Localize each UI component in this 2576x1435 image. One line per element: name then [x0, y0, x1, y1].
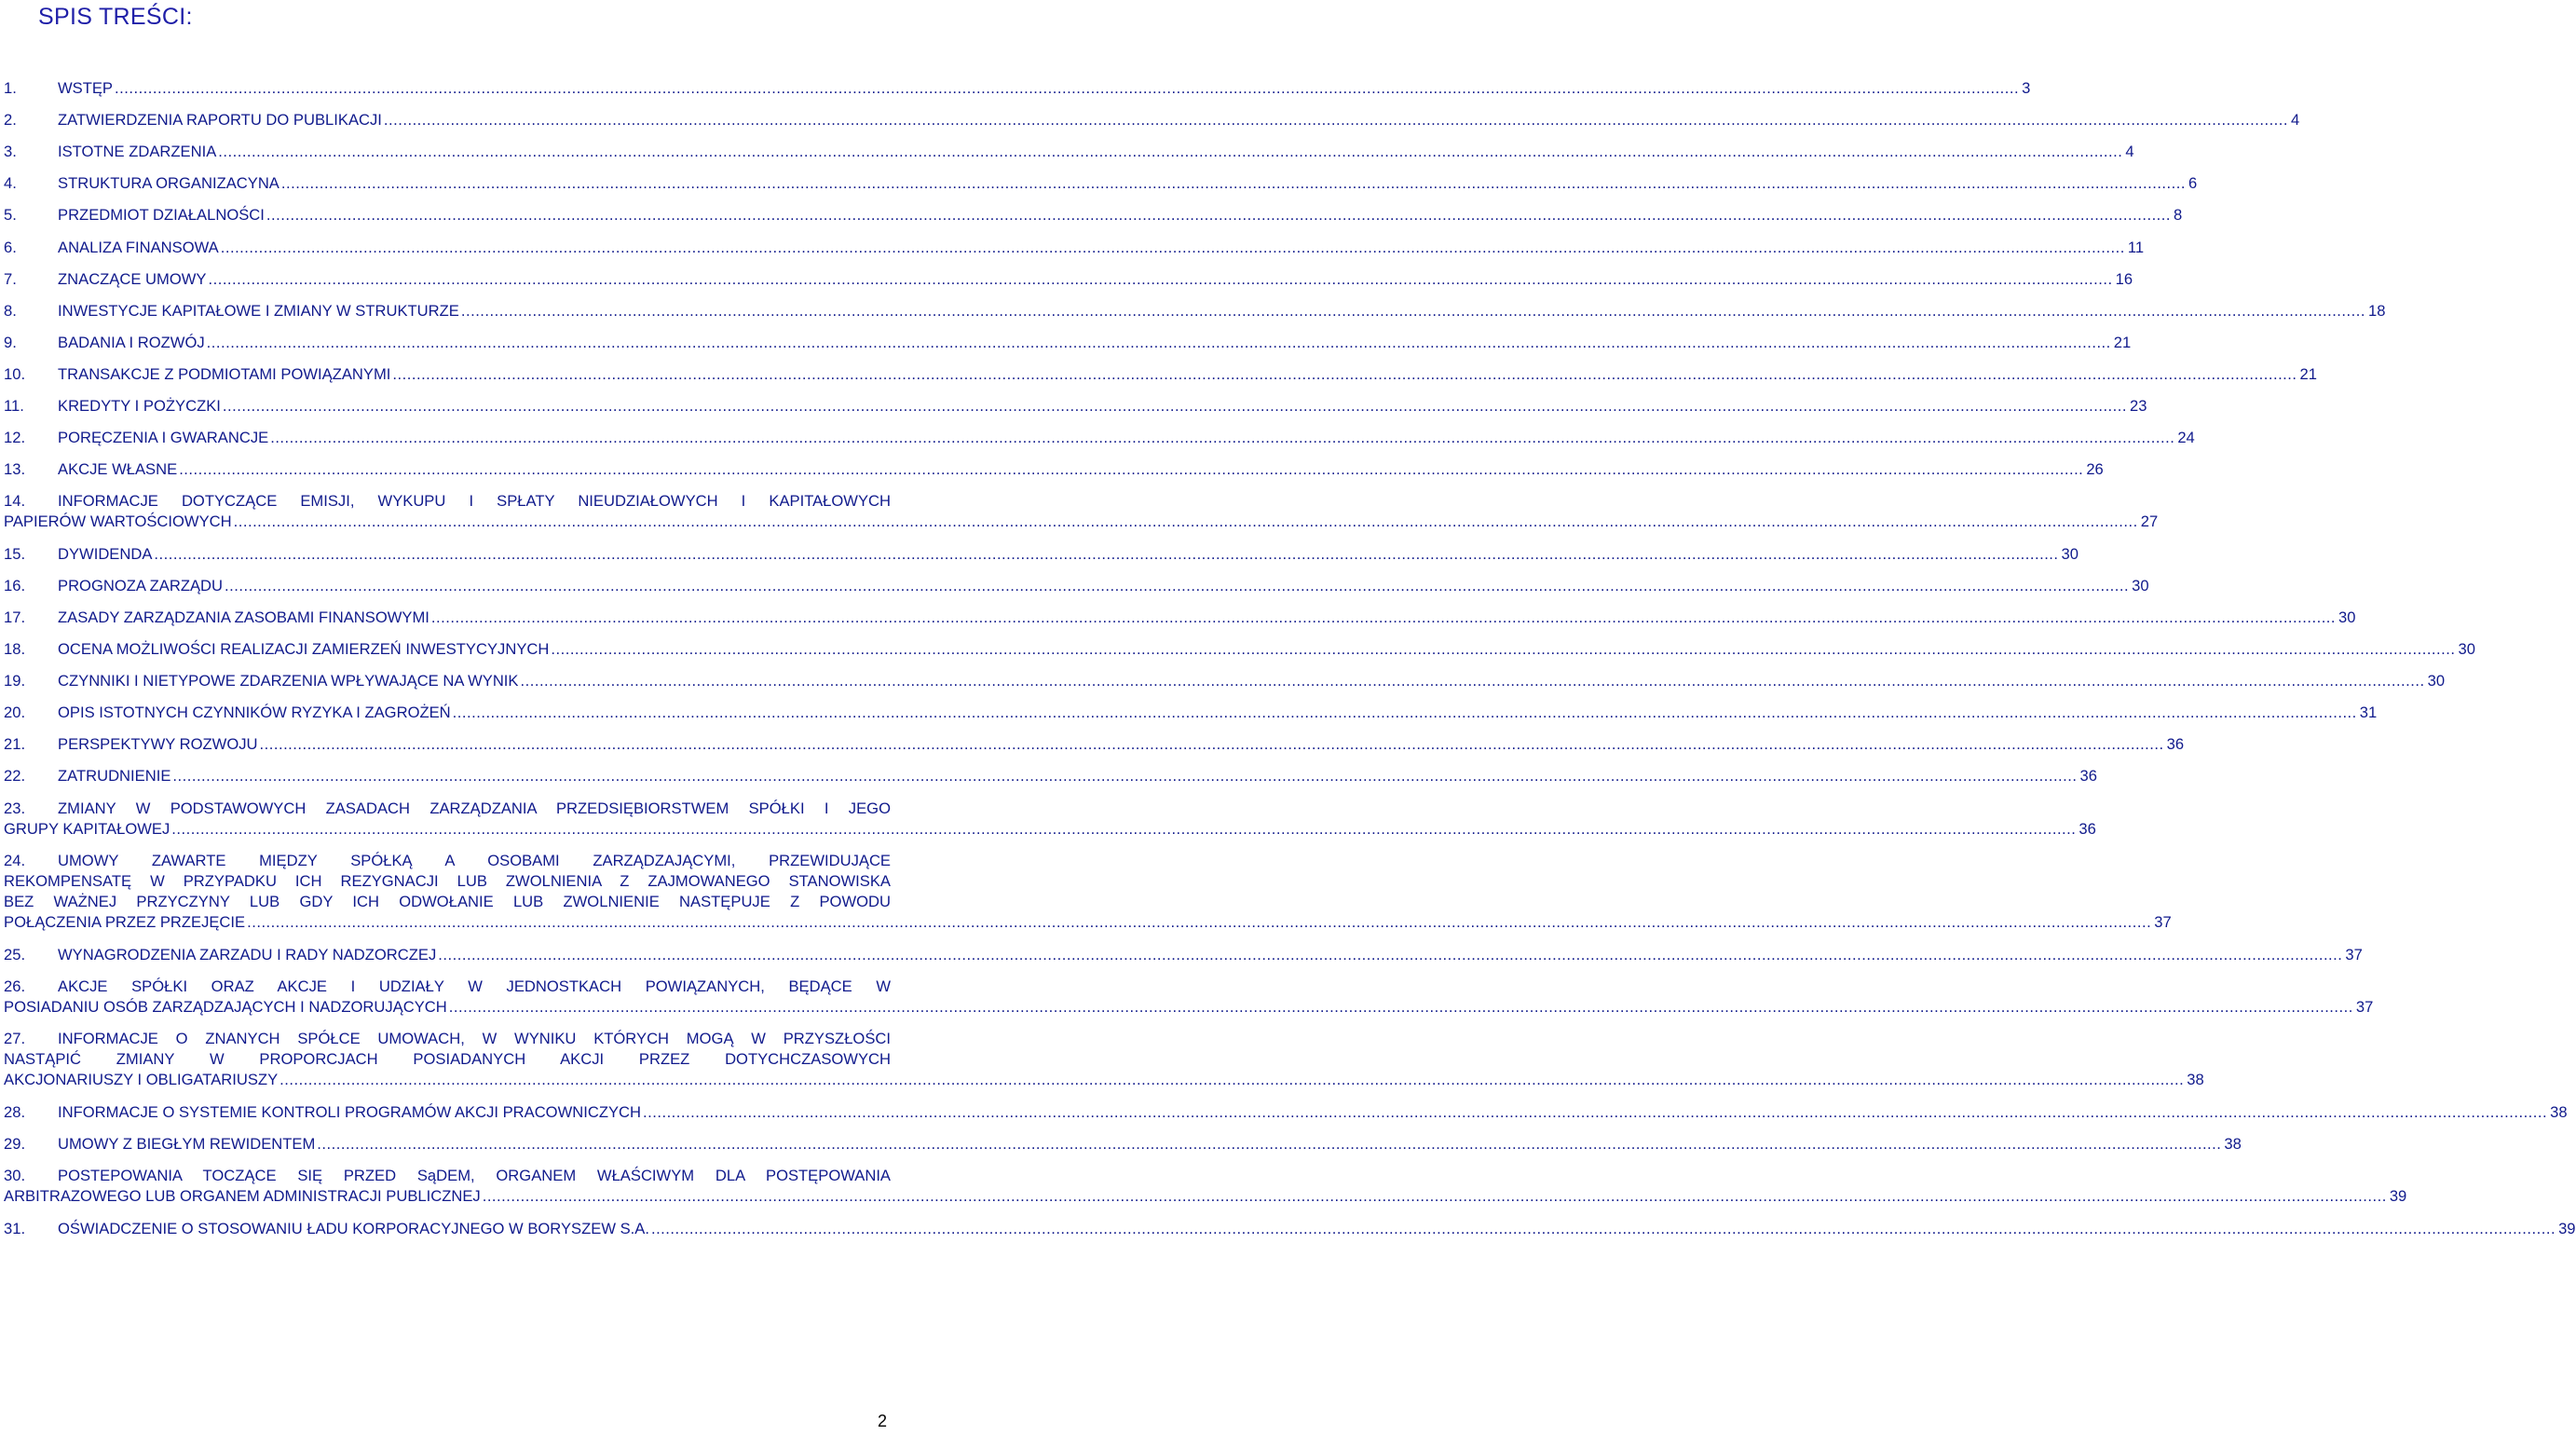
- toc-entry-page: 37: [2355, 998, 2374, 1016]
- toc-entry-number: 13.: [4, 460, 26, 479]
- toc-entry-number: 28.: [4, 1103, 26, 1122]
- toc-entry[interactable]: [4, 734, 2185, 755]
- toc-entry-title: ARBITRAZOWEGO LUB ORGANEM ADMINISTRACJI PUBLICZNEJ: [4, 1187, 481, 1206]
- toc-entry-page: 6: [2188, 174, 2198, 193]
- toc-entry-page: 30: [2427, 672, 2446, 690]
- dot-leader: ................................................................................................................................................................................................................................................................................................................................................................................................................: [247, 912, 2152, 931]
- dot-leader: ................................................................................................................................................................................................................................................................................................................................................................................................................: [551, 640, 2456, 658]
- toc-entry[interactable]: [4, 301, 2386, 321]
- dot-leader: ................................................................................................................................................................................................................................................................................................................................................................................................................: [482, 1187, 2387, 1206]
- dot-leader: ................................................................................................................................................................................................................................................................................................................................................................................................................: [115, 79, 2020, 97]
- toc-entry[interactable]: [4, 703, 2378, 723]
- toc-entry-title-line: BEZ WAŻNEJ PRZYCZYNY LUB GDY ICH ODWOŁANIE LUB ZWOLNIENIE NASTĘPUJE Z POWODU: [4, 892, 891, 910]
- toc-entry-title: DYWIDENDA: [58, 544, 153, 563]
- toc-entry-title-line: AKCJE SPÓŁKI ORAZ AKCJE I UDZIAŁY W JEDNOSTKACH POWIĄZANYCH, BĘDĄCE W: [58, 977, 891, 995]
- toc-entry-number: 10.: [4, 364, 26, 383]
- toc-entry-page: 21: [2113, 333, 2132, 351]
- toc-entry-number: 11.: [4, 397, 24, 415]
- toc-entry-title-line: ZMIANY W PODSTAWOWYCH ZASADACH ZARZĄDZANIA PRZEDSIĘBIORSTWEM SPÓŁKI I JEGO: [58, 799, 891, 817]
- toc-entry[interactable]: [4, 544, 2079, 565]
- toc-entry[interactable]: [4, 396, 2147, 417]
- dot-leader: ................................................................................................................................................................................................................................................................................................................................................................................................................: [448, 998, 2353, 1016]
- toc-entry-page: 26: [2086, 460, 2104, 479]
- dot-leader: ................................................................................................................................................................................................................................................................................................................................................................................................................: [208, 269, 2113, 288]
- dot-leader: ................................................................................................................................................................................................................................................................................................................................................................................................................: [643, 1103, 2548, 1122]
- toc-entry-title: PORĘCZENIA I GWARANCJE: [58, 429, 269, 447]
- dot-leader: ................................................................................................................................................................................................................................................................................................................................................................................................................: [154, 544, 2059, 563]
- toc-entry-page: 38: [2187, 1071, 2204, 1089]
- toc-entry-page: 38: [2550, 1103, 2568, 1122]
- page-number: 2: [877, 1412, 887, 1430]
- toc-entry-number: 1.: [4, 79, 17, 97]
- toc-entry-title: CZYNNIKI I NIETYPOWE ZDARZENIA WPŁYWAJĄCE NA WYNIK: [58, 672, 519, 690]
- toc-entry-page: 37: [2345, 945, 2363, 964]
- dot-leader: ................................................................................................................................................................................................................................................................................................................................................................................................................: [179, 460, 2084, 479]
- toc-entry[interactable]: [4, 945, 2363, 965]
- toc-entry-number: 12.: [4, 429, 26, 447]
- toc-entry-title-line: UMOWY ZAWARTE MIĘDZY SPÓŁKĄ A OSOBAMI ZARZĄDZAJĄCYMI, PRZEWIDUJĄCE: [58, 851, 891, 869]
- toc-entry[interactable]: [4, 459, 2104, 480]
- toc-entry[interactable]: [4, 364, 2317, 385]
- toc-entry-page: 30: [2458, 640, 2475, 658]
- dot-leader: ................................................................................................................................................................................................................................................................................................................................................................................................................: [233, 512, 2138, 531]
- toc-entry[interactable]: [4, 173, 2198, 194]
- toc-entry-number: 20.: [4, 704, 26, 722]
- toc-entry-title: POŁĄCZENIA PRZEZ PRZEJĘCIE: [4, 912, 246, 931]
- toc-entry-title: PERSPEKTYWY ROZWOJU: [58, 735, 258, 754]
- toc-entry[interactable]: [4, 851, 2172, 933]
- toc-entry-number: 4.: [4, 174, 17, 193]
- dot-leader: ................................................................................................................................................................................................................................................................................................................................................................................................................: [430, 608, 2337, 626]
- dot-leader: ................................................................................................................................................................................................................................................................................................................................................................................................................: [171, 819, 2077, 838]
- toc-entry-number: 14.: [4, 492, 26, 511]
- toc-entry-title: KREDYTY I POŻYCZKI: [58, 397, 221, 415]
- toc-entry-number: 3.: [4, 143, 17, 161]
- toc-entry-page: 39: [2389, 1187, 2407, 1206]
- toc-entry-page: 39: [2558, 1219, 2576, 1237]
- dot-leader: ................................................................................................................................................................................................................................................................................................................................................................................................................: [460, 301, 2365, 320]
- toc-entry-title: PRZEDMIOT DZIAŁALNOŚCI: [58, 206, 265, 225]
- toc-entry-number: 16.: [4, 576, 26, 594]
- dot-leader: ................................................................................................................................................................................................................................................................................................................................................................................................................: [225, 576, 2130, 594]
- toc-entry-title: ZNACZĄCE UMOWY: [58, 269, 207, 288]
- dot-leader: ................................................................................................................................................................................................................................................................................................................................................................................................................: [279, 1071, 2185, 1089]
- dot-leader: ................................................................................................................................................................................................................................................................................................................................................................................................................: [520, 672, 2425, 690]
- toc-entry-page: 23: [2130, 397, 2147, 415]
- dot-leader: ................................................................................................................................................................................................................................................................................................................................................................................................................: [280, 174, 2186, 193]
- toc-entry[interactable]: [4, 1134, 2242, 1155]
- toc-entry-title: TRANSAKCJE Z PODMIOTAMI POWIĄZANYMI: [58, 364, 391, 383]
- toc-entry-number: 8.: [4, 301, 17, 320]
- toc-entry-page: 38: [2224, 1135, 2242, 1154]
- dot-leader: ................................................................................................................................................................................................................................................................................................................................................................................................................: [220, 238, 2125, 256]
- toc-entry-title: INFORMACJE O SYSTEMIE KONTROLI PROGRAMÓW AKCJI PRACOWNICZYCH: [58, 1103, 642, 1122]
- toc-entry-title: PROGNOZA ZARZĄDU: [58, 576, 224, 594]
- toc-entry-number: 29.: [4, 1135, 26, 1154]
- toc-entry-number: 27.: [4, 1030, 26, 1048]
- dot-leader: ................................................................................................................................................................................................................................................................................................................................................................................................................: [452, 704, 2357, 722]
- toc-entry[interactable]: [4, 428, 2195, 448]
- dot-leader: ................................................................................................................................................................................................................................................................................................................................................................................................................: [172, 767, 2078, 786]
- toc-entry-title: ZATRUDNIENIE: [58, 767, 171, 786]
- toc-entry-number: 18.: [4, 640, 26, 658]
- toc-entry-page: 36: [2079, 767, 2097, 786]
- dot-leader: ................................................................................................................................................................................................................................................................................................................................................................................................................: [222, 397, 2128, 415]
- toc-entry[interactable]: [4, 269, 2133, 290]
- toc-entry-title: ZASADY ZARZĄDZANIA ZASOBAMI FINANSOWYMI: [58, 608, 429, 626]
- toc-entry-page: 4: [2291, 111, 2300, 130]
- toc-entry[interactable]: [4, 977, 2374, 1018]
- dot-leader: ................................................................................................................................................................................................................................................................................................................................................................................................................: [259, 735, 2164, 754]
- toc-entry[interactable]: [4, 1166, 2407, 1207]
- toc-entry-title: OCENA MOŻLIWOŚCI REALIZACJI ZAMIERZEŃ INWESTYCYJNYCH: [58, 640, 550, 658]
- toc-entry-page: 36: [2079, 819, 2096, 838]
- toc-entry-page: 8: [2174, 206, 2183, 225]
- toc-entry[interactable]: [4, 491, 2159, 532]
- toc-entry-title: INWESTYCJE KAPITAŁOWE I ZMIANY W STRUKTURZE: [58, 301, 459, 320]
- toc-entry-page: 30: [2338, 608, 2356, 626]
- toc-entry-title: WSTĘP: [58, 79, 114, 97]
- dot-leader: ................................................................................................................................................................................................................................................................................................................................................................................................................: [206, 333, 2111, 351]
- toc-entry-number: 24.: [4, 851, 26, 869]
- toc-entry[interactable]: [4, 205, 2183, 226]
- toc-entry-title-line: REKOMPENSATĘ W PRZYPADKU ICH REZYGNACJI LUB ZWOLNIENIA Z ZAJMOWANEGO STANOWISKA: [4, 871, 891, 890]
- toc-entry-page: 4: [2125, 143, 2134, 161]
- toc-entry-page: 27: [2140, 512, 2159, 531]
- toc-entry-number: 25.: [4, 945, 26, 964]
- toc-title: SPIS TREŚCI:: [38, 4, 193, 30]
- toc-entry[interactable]: [4, 671, 2446, 691]
- toc-entry-number: 19.: [4, 672, 26, 690]
- toc-entry[interactable]: [4, 142, 2134, 162]
- toc-entry-title-line: INFORMACJE O ZNANYCH SPÓŁCE UMOWACH, W WYNIKU KTÓRYCH MOGĄ W PRZYSZŁOŚCI: [58, 1030, 891, 1048]
- toc-entry-title: ZATWIERDZENIA RAPORTU DO PUBLIKACJI: [58, 111, 382, 130]
- toc-entry-title: POSIADANIU OSÓB ZARZĄDZAJĄCYCH I NADZORUJĄCYCH: [4, 998, 447, 1016]
- toc-entry[interactable]: [4, 576, 2149, 596]
- toc-entry-title: WYNAGRODZENIA ZARZADU I RADY NADZORCZEJ: [58, 945, 437, 964]
- toc-entry-number: 7.: [4, 269, 17, 288]
- toc-entry-number: 2.: [4, 111, 17, 130]
- dot-leader: ................................................................................................................................................................................................................................................................................................................................................................................................................: [383, 111, 2289, 130]
- toc-entry-number: 6.: [4, 238, 17, 256]
- toc-entry-title-line: NASTĄPIĆ ZMIANY W PROPORCJACH POSIADANYCH AKCJI PRZEZ DOTYCHCZASOWYCH: [4, 1050, 891, 1069]
- toc-entry-page: 18: [2367, 301, 2386, 320]
- toc-entry[interactable]: [4, 333, 2132, 353]
- toc-entry-number: 22.: [4, 767, 26, 786]
- toc-entry-page: 11: [2127, 238, 2145, 256]
- toc-entry[interactable]: [4, 1102, 2568, 1123]
- toc-entry-page: 16: [2115, 269, 2133, 288]
- toc-entry-page: 30: [2132, 576, 2149, 594]
- toc-entry-title: OPIS ISTOTNYCH CZYNNIKÓW RYZYKA I ZAGROŻEŃ: [58, 704, 451, 722]
- toc-entry[interactable]: [4, 1029, 2204, 1090]
- toc-entry-page: 24: [2177, 429, 2195, 447]
- toc-entry-page: 37: [2154, 912, 2172, 931]
- toc-entry-number: 15.: [4, 544, 26, 563]
- toc-entry[interactable]: [4, 639, 2475, 660]
- dot-leader: ................................................................................................................................................................................................................................................................................................................................................................................................................: [392, 364, 2297, 383]
- toc-entry-title: ISTOTNE ZDARZENIA: [58, 143, 217, 161]
- toc-entry-title-line: POSTEPOWANIA TOCZĄCE SIĘ PRZED SąDEM, ORGANEM WŁAŚCIWYM DLA POSTĘPOWANIA: [58, 1167, 891, 1185]
- toc-entry-title: BADANIA I ROZWÓJ: [58, 333, 205, 351]
- toc-entry-page: 3: [2022, 79, 2031, 97]
- toc-entry-title: PAPIERÓW WARTOŚCIOWYCH: [4, 512, 232, 531]
- toc-entry-number: 31.: [4, 1219, 26, 1237]
- toc-entry-title: ANALIZA FINANSOWA: [58, 238, 219, 256]
- dot-leader: ................................................................................................................................................................................................................................................................................................................................................................................................................: [438, 945, 2343, 964]
- toc-entry[interactable]: [4, 766, 2097, 786]
- dot-leader: ................................................................................................................................................................................................................................................................................................................................................................................................................: [266, 206, 2172, 225]
- toc-entry-number: 30.: [4, 1167, 26, 1185]
- toc-entry[interactable]: [4, 799, 2096, 840]
- toc-entry-title: STRUKTURA ORGANIZACYNA: [58, 174, 279, 193]
- dot-leader: ................................................................................................................................................................................................................................................................................................................................................................................................................: [218, 143, 2123, 161]
- toc-entry-number: 26.: [4, 977, 26, 995]
- toc-entry-number: 9.: [4, 333, 17, 351]
- toc-entry-title: UMOWY Z BIEGŁYM REWIDENTEM: [58, 1135, 316, 1154]
- toc-entry-page: 30: [2061, 544, 2079, 563]
- toc-entry-title: OŚWIADCZENIE O STOSOWANIU ŁADU KORPORACYJNEGO W BORYSZEW S.A.: [58, 1219, 649, 1237]
- toc-entry-title: AKCJE WŁASNE: [58, 460, 178, 479]
- dot-leader: ................................................................................................................................................................................................................................................................................................................................................................................................................: [317, 1135, 2222, 1154]
- toc-entry-number: 17.: [4, 608, 26, 626]
- toc-entry-title: GRUPY KAPITAŁOWEJ: [4, 819, 170, 838]
- toc-entry[interactable]: [4, 608, 2356, 628]
- toc-entry-number: 5.: [4, 206, 17, 225]
- toc-entry-title-line: INFORMACJE DOTYCZĄCE EMISJI, WYKUPU I SPŁATY NIEUDZIAŁOWYCH I KAPITAŁOWYCH: [58, 492, 891, 511]
- toc-entry[interactable]: [4, 1219, 2576, 1239]
- toc-entry-page: 21: [2299, 364, 2317, 383]
- toc-entry[interactable]: [4, 110, 2300, 130]
- toc-entry[interactable]: [4, 78, 2031, 99]
- toc-entry-title: AKCJONARIUSZY I OBLIGATARIUSZY: [4, 1071, 279, 1089]
- toc-entry-number: 21.: [4, 735, 26, 754]
- toc-entry-page: 36: [2166, 735, 2185, 754]
- toc-entry-number: 23.: [4, 799, 26, 817]
- dot-leader: ................................................................................................................................................................................................................................................................................................................................................................................................................: [650, 1219, 2556, 1237]
- toc-entry-page: 31: [2359, 704, 2378, 722]
- dot-leader: ................................................................................................................................................................................................................................................................................................................................................................................................................: [270, 429, 2175, 447]
- toc-entry[interactable]: [4, 238, 2145, 258]
